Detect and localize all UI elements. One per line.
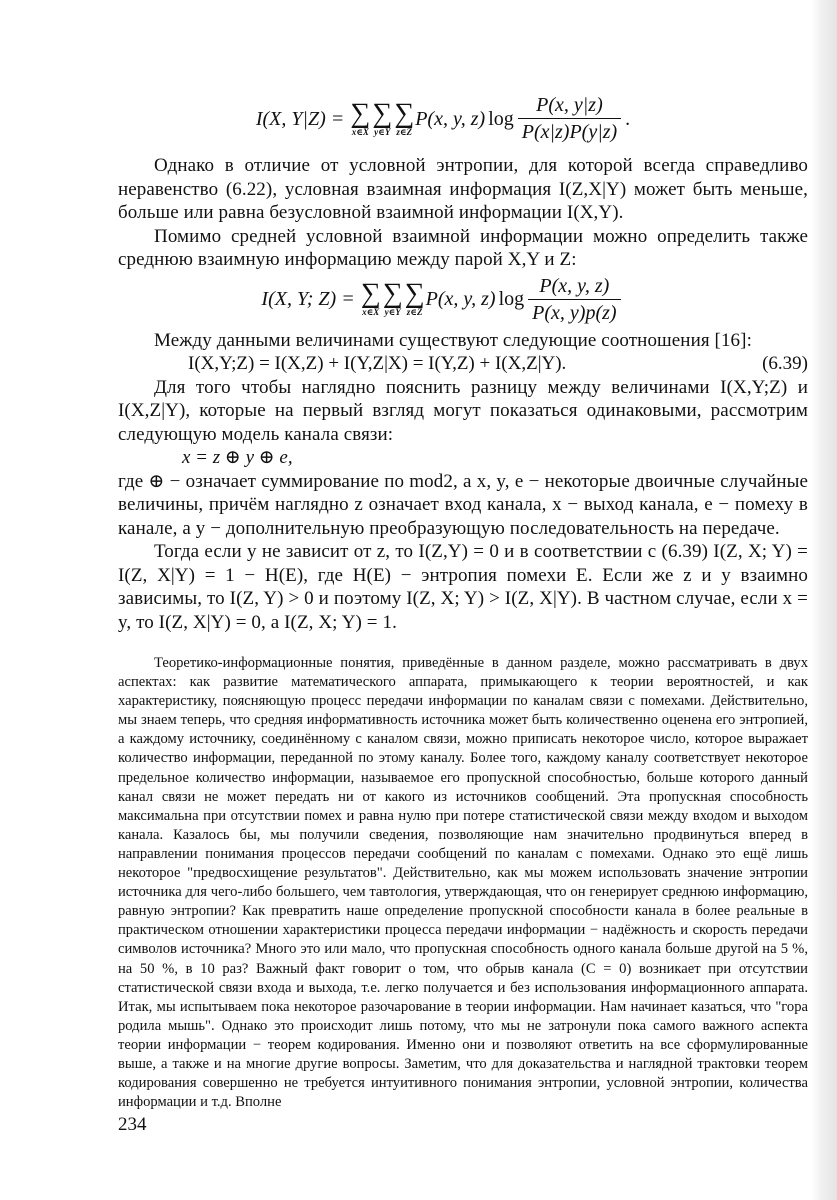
sum-y: ∑ y∈Y	[372, 97, 393, 137]
channel-equation: x = z ⊕ y ⊕ e,	[182, 447, 293, 468]
equation-6-39-body: I(X,Y;Z) = I(X,Z) + I(Y,Z|X) = I(Y,Z) + I(X,Z|Y).	[188, 353, 567, 374]
summary-paragraph: Теоретико-информационные понятия, приведённые в данном разделе, можно рассматривать в двух аспектах: как развитие математического аппарата, примыкающего к теории вероятностей, и как характеристику, поясняющую процесс передачи информации по каналам связи с помехами. Действительно, мы знаем теперь, что средняя информативность источника может быть количественно оценена его энтропией, а каждому источнику, соединённому с каналом связи, можно приписать некоторое число, которое выражает количество информации, переданной по этому каналу. Более того, каждому каналу соответствует некоторое предельное количество информации, называемое его пропускной способностью, больше которого данный канал связи не может передать ни от какого из источников сообщений. Эта пропускная способность максимальна при отсутствии помех и равна нулю при потере статистической связи между входом и выходом канала. Казалось бы, мы получили сведения, позволяющие нам значительно продвинуться вперед в направлении понимания процессов передачи сообщений по каналам с помехами. Однако это ещё лишь некоторое "предвосхищение результатов". Действительно, как мы можем использовать значение энтропии источника для чего-либо большего, чем тавтология, утверждающая, что он генерирует среднюю информацию, равную энтропии? Как превратить наше определение пропускной способности канала в более реальные в практическом отношении характеристики процесса передачи информации − надёжность и скорость передачи символов источника? Много это или мало, что пропускная способность одного канала больше другой на 5 %, на 50 %, в 10 раз? Важный факт говорит о том, что обрыв канала (C = 0) возникает при отсутствии статистической связи входа и выхода, т.е. легко получается и без использования информационного аппарата. Итак, мы испытываем пока некоторое разочарование в теории информации. Нам начинает казаться, что "гора родила мышь". Однако это происходит лишь потому, что мы не затронули пока самого важного аспекта теории информации − теорем кодирования. Именно они и позволяют ответить на все сформулированные выше, а также и на многие другие вопросы. Заметим, что для доказательства и наглядной трактовки теорем кодирования совершенно не требуется интуитивного понимания энтропии, условной энтропии, количества информации и т.д. Вполне	[118, 655, 808, 1111]
formula2-log: log	[498, 288, 525, 310]
paragraph-2: Помимо средней условной взаимной информации можно определить также среднюю взаимную информацию между парой X,Y и Z:	[118, 225, 808, 270]
equation-6-39-number: (6.39)	[762, 353, 808, 374]
formula-mutual-info-pair	[78, 276, 808, 323]
sum2-z-sub: z∈Z	[406, 307, 423, 317]
sum-z: ∑ z∈Z	[394, 97, 415, 137]
paragraph-6: Тогда если y не зависит от z, то I(Z,Y) = 0 и в соответствии с (6.39) I(Z, X; Y) = I(Z, X|Y) = 1 − H(E), где H(E) − энтропия помехи E. Если же z и y взаимно зависимы, то I(Z, Y) > 0 и поэтому I(Z, X; Y) > I(Z, X|Y). В частном случае, если x = y, то I(Z, X|Y) = 0, а I(Z, X; Y) = 1.	[118, 541, 808, 633]
formula1-term: P(x, y, z)	[415, 107, 486, 130]
formula1-fraction	[518, 95, 621, 142]
formula2-term: P(x, y, z)	[425, 288, 496, 310]
paragraph-5: где ⊕ − означает суммирование по mod2, а x, y, e − некоторые двоичные случайные величины, причём наглядно z означает вход канала, x − выход канала, e − помеху в канале, а y − дополнительную преобразующую последовательность на передаче.	[118, 470, 808, 539]
sum2-x: ∑ x∈X	[360, 278, 381, 317]
formula1-log: log	[488, 107, 514, 130]
formula2-lhs: I(X, Y; Z) =	[261, 288, 355, 310]
formula-conditional-mutual-info	[78, 95, 808, 142]
sum-x: ∑ x∈X	[350, 97, 371, 137]
sum-y-sub: y∈Y	[374, 126, 391, 137]
formula1-denominator: P(x|z)P(y|z)	[518, 118, 621, 142]
paragraph-3: Между данными величинами существуют следующие соотношения [16]:	[154, 329, 752, 351]
formula1-numerator: P(x, y|z)	[536, 94, 603, 116]
sum2-x-sub: x∈X	[362, 307, 380, 317]
sum-z-sub: z∈Z	[396, 126, 413, 137]
sum-x-sub: x∈X	[351, 126, 369, 137]
page-edge-shadow	[811, 0, 837, 1200]
formula2-denominator: P(x, y)p(z)	[528, 299, 620, 323]
equation-6-39	[118, 352, 808, 376]
paragraph-4: Для того чтобы наглядно пояснить разницу между величинами I(X,Y;Z) и I(X,Z|Y), которые на первый взгляд могут показаться одинаковыми, рассмотрим следующую модель канала связи:	[118, 376, 808, 445]
sum2-y: ∑ y∈Y	[382, 278, 403, 317]
formula1-end: .	[625, 107, 631, 130]
formula1-lhs: I(X, Y|Z) =	[255, 107, 345, 130]
formula2-fraction	[528, 276, 620, 323]
page-number: 234	[118, 1114, 147, 1135]
formula2-numerator: P(x, y, z)	[539, 274, 610, 297]
sum2-z: ∑ z∈Z	[404, 278, 425, 317]
page-body	[118, 95, 808, 1112]
sum2-y-sub: y∈Y	[384, 307, 401, 317]
paragraph-1: Однако в отличие от условной энтропии, для которой всегда справедливо неравенство (6.22), условная взаимная информация I(Z,X|Y) может быть меньше, больше или равна безусловной взаимной информации I(X,Y).	[118, 155, 808, 223]
